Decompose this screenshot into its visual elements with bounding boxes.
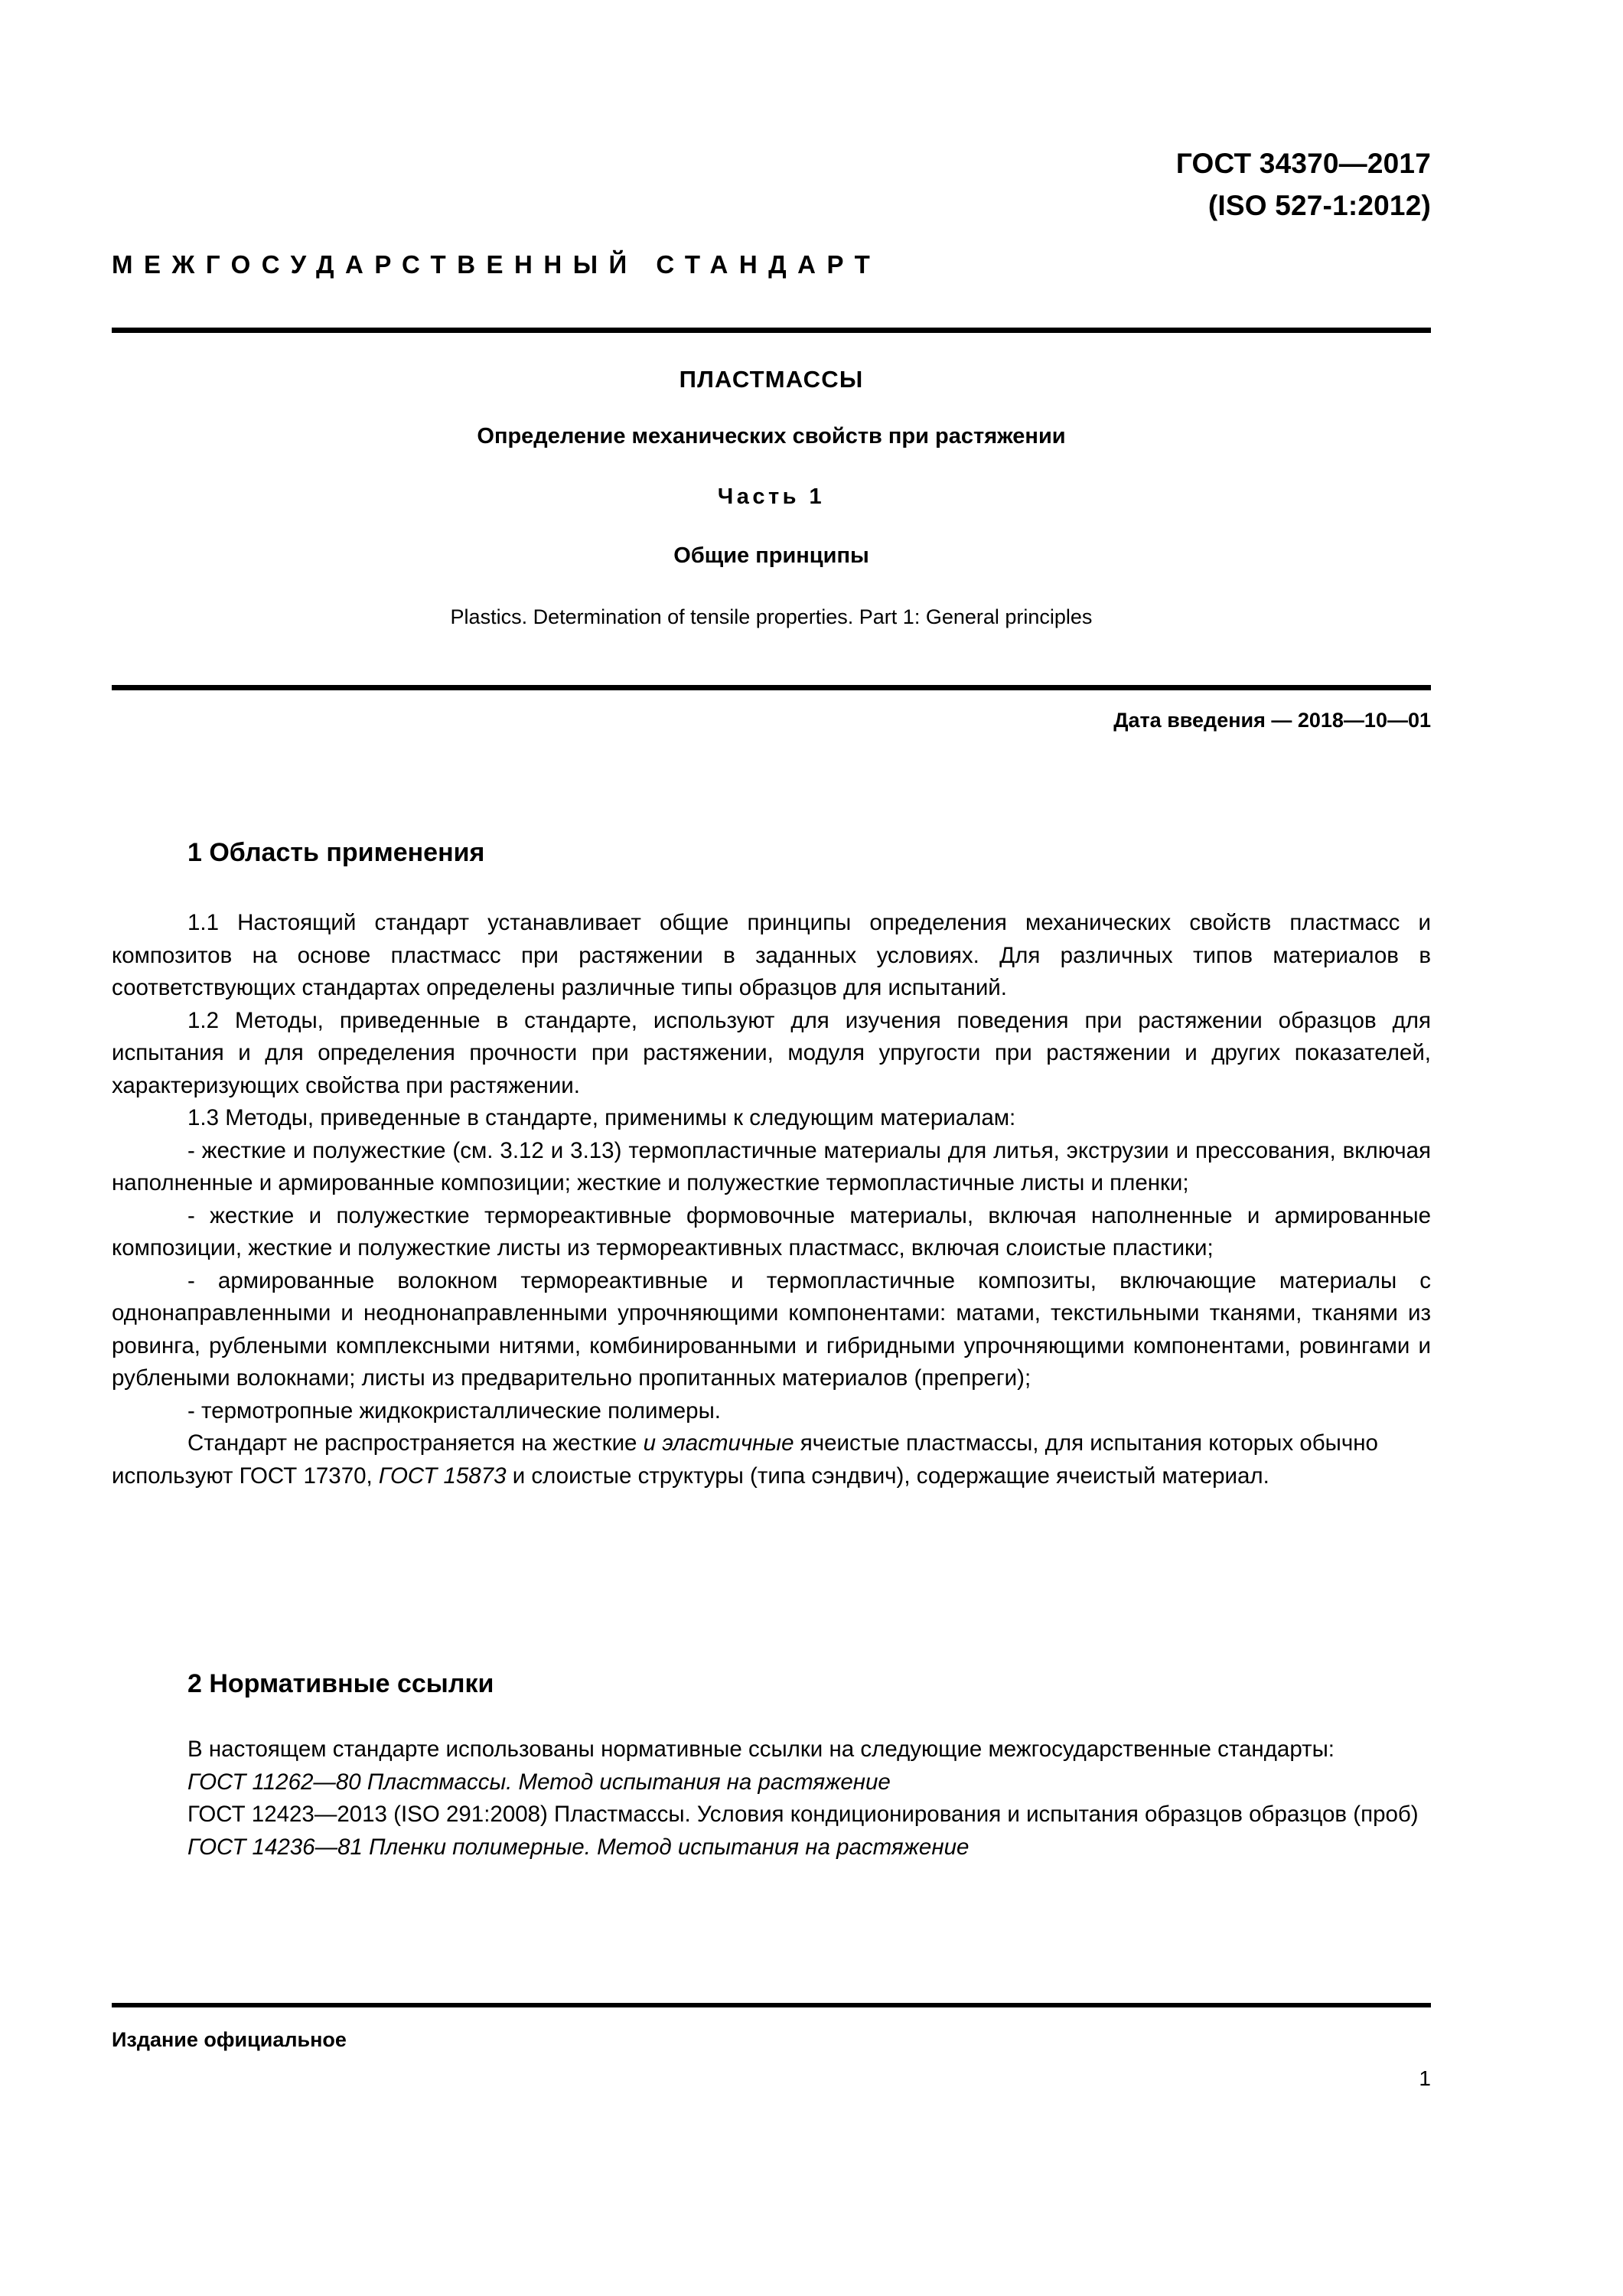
document-part: Часть 1 (717, 484, 826, 509)
exclusion-italic-elastic: и эластичные (643, 1430, 794, 1456)
list-item-thermotropic: - термотропные жидкокристаллические полимеры. (187, 1397, 721, 1424)
section-1-heading: 1 Область применения (187, 838, 485, 867)
document-part-title: Общие принципы (673, 543, 869, 568)
list-item-thermoplastic: - жесткие и полужесткие (см. 3.12 и 3.13) термопластичные материалы для литья, экструзии и прессования, включая наполненные и армированные композиции; жесткие и полужесткие термопластичные листы и пленки; (112, 1137, 1431, 1195)
document-title: ПЛАСТМАССЫ (679, 366, 864, 393)
iso-reference: (ISO 527-1:2012) (1207, 190, 1431, 221)
exclusion-text-part2: ячеистые пластмассы, для испытания которых обычно используют ГОСТ 17370, (112, 1430, 1378, 1489)
exclusion-text-part3: и слоистые структуры (типа сэндвич), содержащие ячеистый материал. (506, 1463, 1269, 1489)
title-block (112, 366, 1431, 629)
list-item-thermoset: - жесткие и полужесткие термореактивные формовочные материалы, включая наполненные и армированные композиции, жесткие и полужесткие листы из термореактивных пластмасс, включая слоистые пластики; (112, 1202, 1431, 1261)
reference-text: ГОСТ 11262—80 Пластмассы. Метод испытания на растяжение (187, 1769, 891, 1795)
section-2-body (112, 1733, 1431, 1864)
reference-gost-12423: ГОСТ 12423—2013 (ISO 291:2008) Пластмассы. Условия кондиционирования и испытания образцов образцов (проб) (187, 1802, 1419, 1827)
section-2-heading: 2 Нормативные ссылки (187, 1669, 494, 1698)
standard-number: ГОСТ 34370—2017 (1175, 148, 1431, 179)
standard-number-block (112, 142, 1431, 227)
paragraph-normative-intro: В настоящем стандарте использованы нормативные ссылки на следующие межгосударственные стандарты: (187, 1737, 1335, 1762)
page-number: 1 (1419, 2066, 1431, 2090)
edition-note: Издание официальное (112, 2028, 347, 2051)
exclusion-italic-gost15873: ГОСТ 15873 (378, 1463, 507, 1489)
section-1-body (112, 907, 1431, 1492)
paragraph-1-1: 1.1 Настоящий стандарт устанавливает общие принципы определения механических свойств пластмасс и композитов на основе пластмасс при растяжении в заданных условиях. Для различных типов материалов в соответствующих стандартах определены различные типы образцов для испытаний. (112, 910, 1431, 1000)
exclusion-text-part1: Стандарт не распространяется на жесткие (187, 1430, 644, 1456)
document-class-line: МЕЖГОСУДАРСТВЕННЫЙ СТАНДАРТ (112, 250, 882, 279)
paragraph-scope-exclusions (112, 1427, 1431, 1492)
title-divider-rule (112, 685, 1431, 690)
introduction-date: Дата введения — 2018—10—01 (1113, 709, 1431, 732)
reference-gost-11262 (112, 1766, 1431, 1799)
reference-text: ГОСТ 14236—81 Пленки полимерные. Метод испытания на растяжение (187, 1834, 970, 1860)
document-subtitle: Определение механических свойств при растяжении (477, 424, 1066, 448)
header-divider-rule (112, 328, 1431, 333)
paragraph-1-3: 1.3 Методы, приведенные в стандарте, применимы к следующим материалам: (187, 1105, 1016, 1130)
reference-gost-14236 (112, 1831, 1431, 1864)
list-item-fiber-reinforced: - армированные волокном термореактивные и термопластичные композиты, включающие материалы с однонаправленными и неоднонаправленными упрочняющими компонентами: матами, текстильными тканями, тканями из ровинга, рублеными комплексными нитями, комбинированными и гибридными упрочняющими компонентами, ровингами и рублеными волокнами; листы из предварительно пропитанных материалов (препреги); (112, 1267, 1431, 1391)
document-title-english: Plastics. Determination of tensile properties. Part 1: General principles (450, 605, 1093, 628)
paragraph-1-2: 1.2 Методы, приведенные в стандарте, используют для изучения поведения при растяжении образцов для испытания и для определения прочности при растяжении, модуля упругости при растяжении и других показателей, характеризующих свойства при растяжении. (112, 1007, 1431, 1098)
footer-divider-rule (112, 2003, 1431, 2007)
